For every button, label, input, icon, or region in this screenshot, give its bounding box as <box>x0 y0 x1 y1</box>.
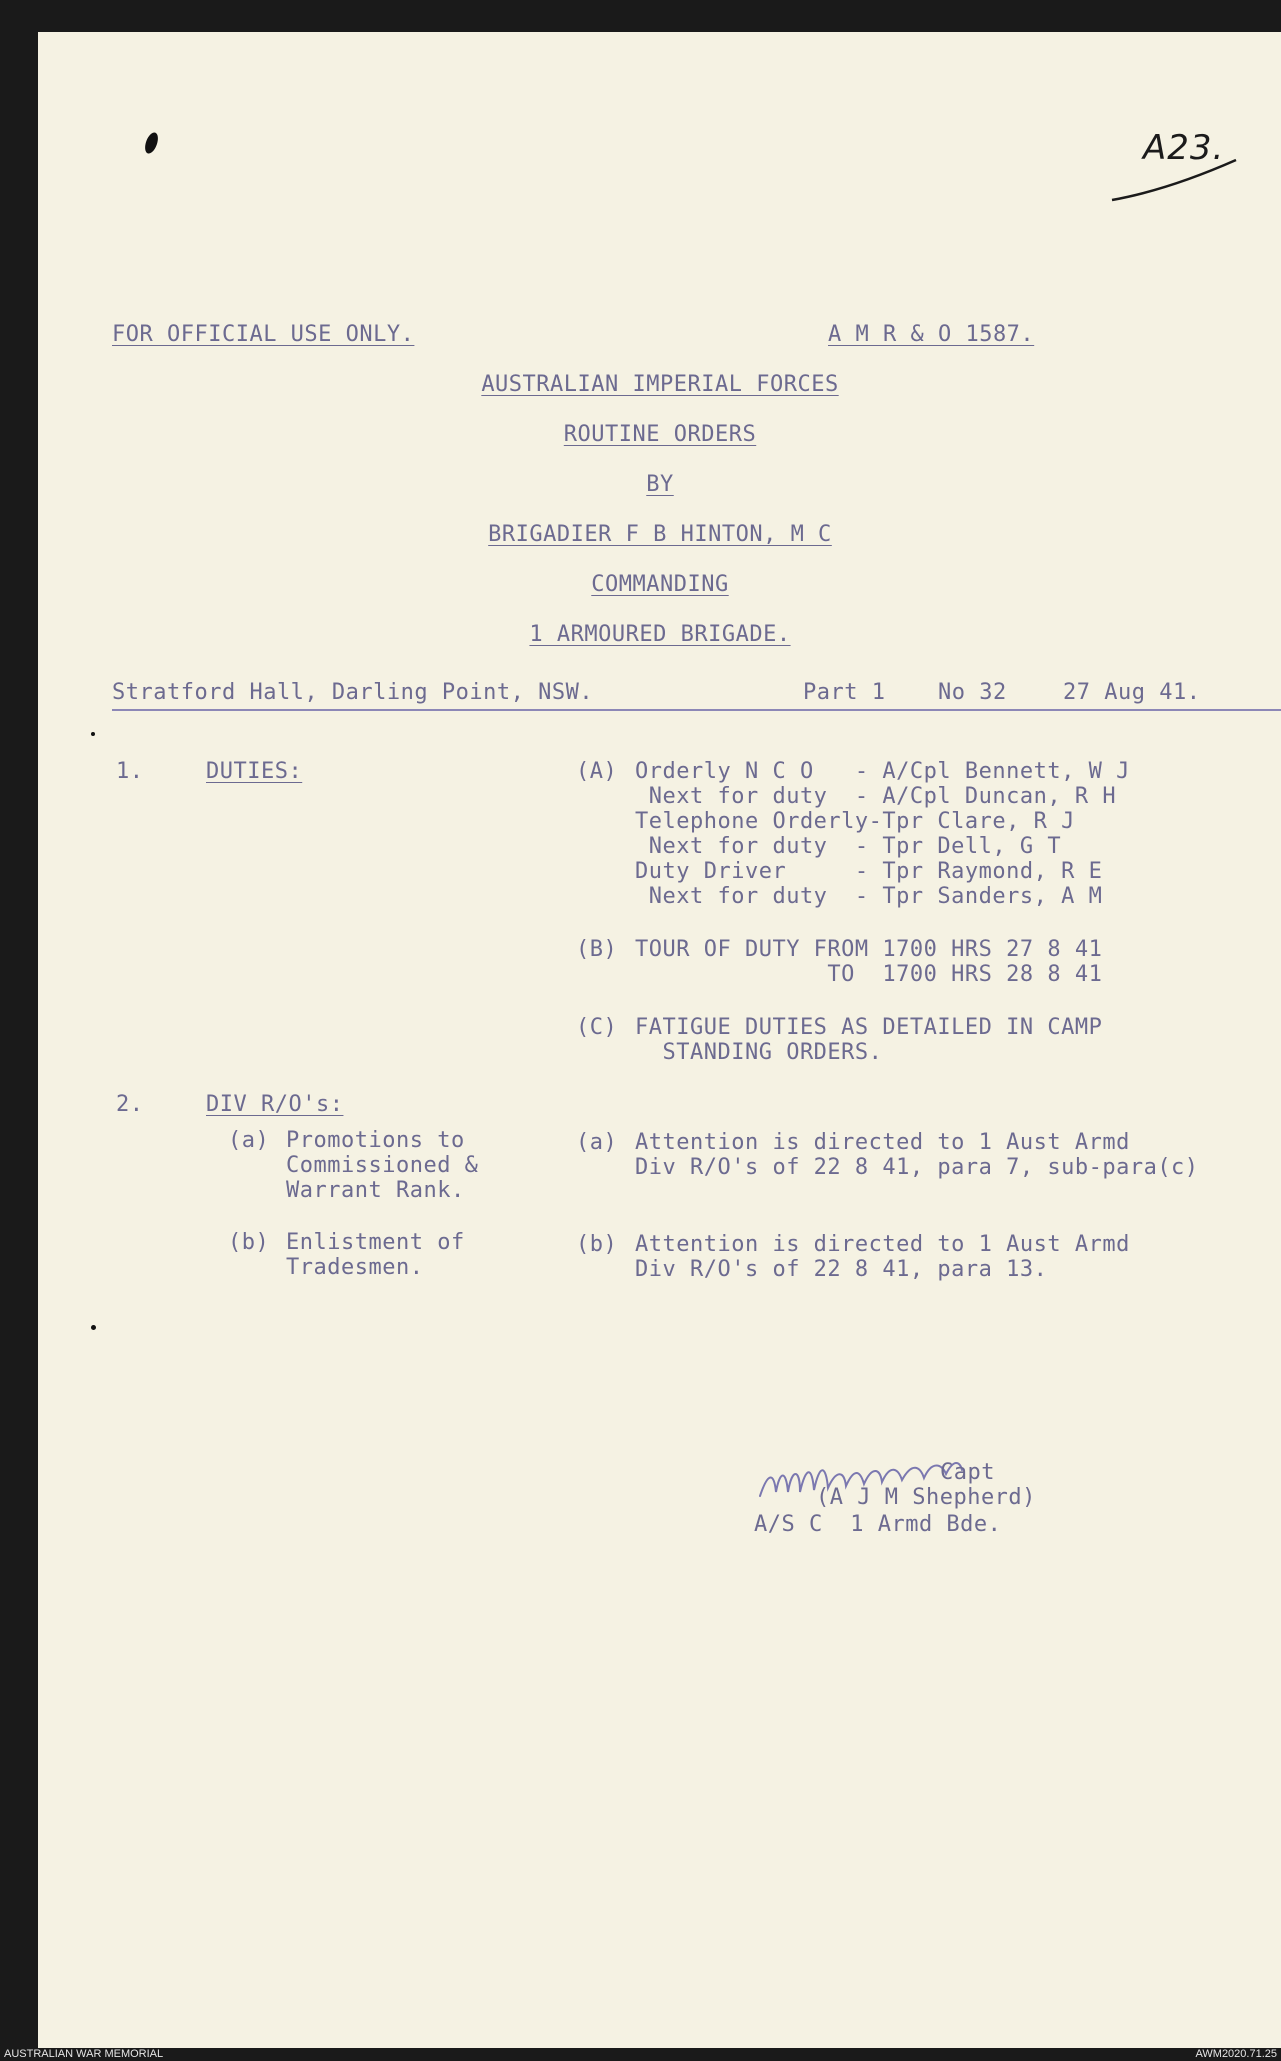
signature-name: (A J M Shepherd) <box>816 1485 1036 1510</box>
item-b-subject-1: Enlistment of <box>286 1230 465 1255</box>
title-line-4: BRIGADIER F B HINTON, M C <box>488 522 832 547</box>
section-2-heading: DIV R/O's: <box>206 1092 344 1117</box>
duties-a-line-3: Telephone Orderly-Tpr Clare, R J <box>635 809 1075 834</box>
duties-c-line-2: STANDING ORDERS. <box>635 1040 883 1065</box>
duties-a-line-5: Duty Driver - Tpr Raymond, R E <box>635 859 1103 884</box>
duties-b-line-2: TO 1700 HRS 28 8 41 <box>635 962 1103 987</box>
item-a-subject-3: Warrant Rank. <box>286 1178 465 1203</box>
order-reference: A M R & O 1587. <box>828 322 1035 347</box>
duties-a-line-2: Next for duty - A/Cpl Duncan, R H <box>635 784 1117 809</box>
item-a-detail-label: (a) <box>576 1130 618 1155</box>
document-page <box>38 32 1281 2048</box>
place-location: Stratford Hall, Darling Point, NSW. <box>112 680 594 705</box>
item-b-label: (b) <box>228 1230 270 1255</box>
security-classification: FOR OFFICIAL USE ONLY. <box>112 322 415 347</box>
title-line-2: ROUTINE ORDERS <box>563 422 757 447</box>
duties-a-line-6: Next for duty - Tpr Sanders, A M <box>635 884 1103 909</box>
item-b-detail-1: Attention is directed to 1 Aust Armd <box>635 1232 1130 1257</box>
duties-b-label: (B) <box>576 937 618 962</box>
handwritten-underline-icon <box>1108 150 1248 210</box>
item-a-detail-1: Attention is directed to 1 Aust Armd <box>635 1130 1130 1155</box>
item-b-subject-2: Tradesmen. <box>286 1255 424 1280</box>
item-a-detail-2: Div R/O's of 22 8 41, para 7, sub-para(c) <box>635 1155 1199 1180</box>
item-b-detail-2: Div R/O's of 22 8 41, para 13. <box>635 1257 1048 1282</box>
item-b-detail-label: (b) <box>576 1232 618 1257</box>
order-date: 27 Aug 41. <box>1063 680 1201 705</box>
order-number: No 32 <box>938 680 1007 705</box>
item-a-label: (a) <box>228 1128 270 1153</box>
duties-a-line-4: Next for duty - Tpr Dell, G T <box>635 834 1062 859</box>
title-line-3: BY <box>646 472 674 497</box>
signature-appointment: A/S C 1 Armd Bde. <box>754 1512 1002 1537</box>
title-line-1: AUSTRALIAN IMPERIAL FORCES <box>481 372 839 397</box>
section-1-number: 1. <box>116 759 144 784</box>
signature-rank: Capt <box>940 1460 995 1485</box>
item-a-subject-2: Commissioned & <box>286 1153 479 1178</box>
duties-a-line-1: Orderly N C O - A/Cpl Bennett, W J <box>635 759 1130 784</box>
title-line-6: 1 ARMOURED BRIGADE. <box>529 622 791 647</box>
part-number: Part 1 <box>803 680 886 705</box>
section-1-heading: DUTIES: <box>206 759 303 784</box>
section-2-number: 2. <box>116 1092 144 1117</box>
duties-a-label: (A) <box>576 759 618 784</box>
title-line-5: COMMANDING <box>591 572 729 597</box>
footer-institution: AUSTRALIAN WAR MEMORIAL <box>4 2048 164 2060</box>
punch-hole <box>143 131 161 155</box>
footer-accession: AWM2020.71.25 <box>1195 2048 1277 2060</box>
pin-mark <box>91 1325 96 1330</box>
duties-c-line-1: FATIGUE DUTIES AS DETAILED IN CAMP <box>635 1015 1103 1040</box>
item-a-subject-1: Promotions to <box>286 1128 465 1153</box>
handwritten-reference: A23. <box>1143 128 1225 168</box>
pin-mark <box>91 732 95 736</box>
duties-b-line-1: TOUR OF DUTY FROM 1700 HRS 27 8 41 <box>635 937 1103 962</box>
duties-c-label: (C) <box>576 1015 618 1040</box>
place-line-rule <box>112 709 1281 711</box>
